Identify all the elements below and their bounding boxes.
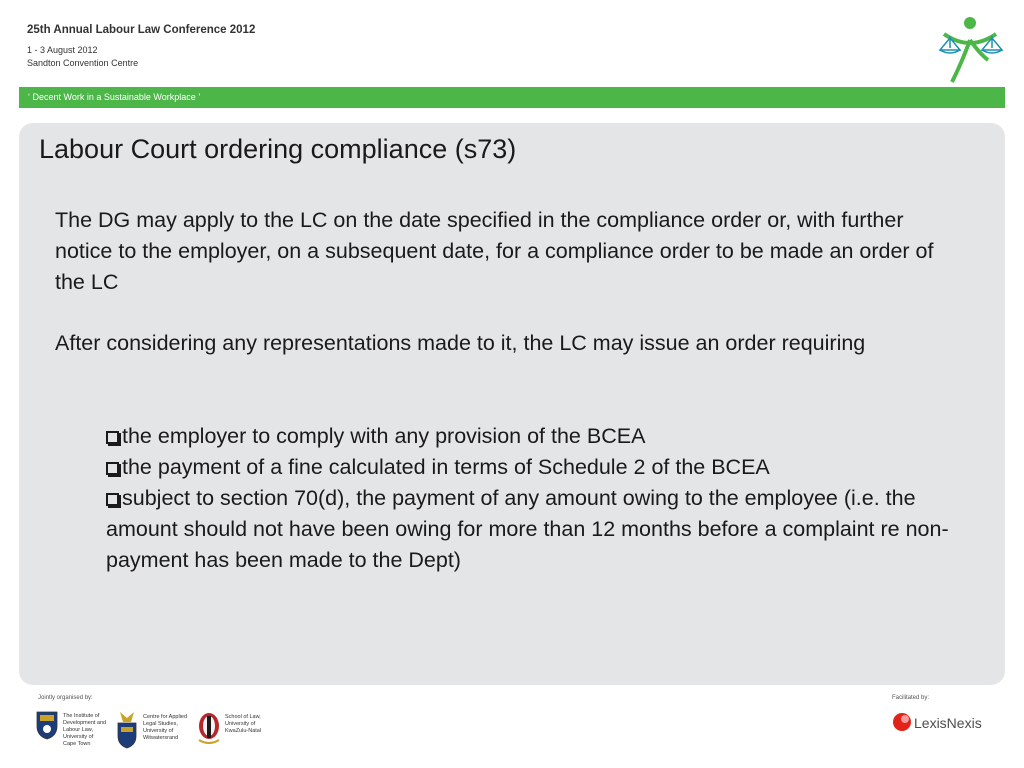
organiser-name: The Institute of Development and Labour Law, University of Cape Town: [63, 713, 107, 747]
checkbox-bullet-icon: [106, 493, 119, 506]
uct-crest-icon: [36, 710, 58, 740]
list-item-text: the employer to comply with any provision of the BCEA: [122, 424, 646, 448]
organiser-uct: [36, 710, 107, 747]
slide-header: [0, 0, 1024, 86]
order-requirements-list: [106, 421, 956, 576]
paragraph-application: The DG may apply to the LC on the date specified in the compliance order or, with further notice to the employer, on a subsequent date, for a compliance order to be made an order of the LC: [55, 208, 934, 294]
list-item: [106, 421, 956, 452]
tagline-bar: [19, 87, 1005, 108]
paragraph-order: After considering any representations made to it, the LC may issue an order requiring: [55, 331, 866, 355]
conference-title: 25th Annual Labour Law Conference 2012: [27, 24, 256, 36]
checkbox-bullet-icon: [106, 431, 119, 444]
list-item-text: subject to section 70(d), the payment of any amount owing to the employee (i.e. the amount should not have been owing for more than 12 months before a complaint re non-payment has been made to the Dept): [106, 486, 949, 572]
organiser-name: Centre for Applied Legal Studies, University of Witwatersrand: [143, 714, 188, 741]
checkbox-bullet-icon: [106, 462, 119, 475]
tagline-text: ‘ Decent Work in a Sustainable Workplace ’: [28, 92, 201, 102]
list-item-text: the payment of a fine calculated in terms of Schedule 2 of the BCEA: [122, 455, 770, 479]
ukzn-crest-icon: [196, 710, 222, 746]
conference-venue: Sandton Convention Centre: [27, 58, 139, 68]
wits-crest-icon: [116, 710, 138, 750]
organiser-wits: [116, 710, 188, 755]
scales-of-justice-figure-icon: [934, 14, 1006, 86]
lexisnexis-logo-icon: [892, 712, 912, 732]
facilitated-by-label: Facilitated by:: [892, 695, 930, 701]
organiser-ukzn: [196, 710, 262, 751]
list-item: [106, 483, 956, 576]
organiser-name: School of Law, University of KwaZulu-Natal: [225, 714, 262, 734]
organised-by-label: Jointly organised by:: [38, 695, 93, 701]
facilitator-name: LexisNexis: [914, 715, 982, 731]
conference-dates: 1 - 3 August 2012: [27, 45, 98, 55]
lexisnexis-logo: [892, 712, 982, 737]
list-item: [106, 452, 956, 483]
slide-title: Labour Court ordering compliance (s73): [39, 134, 517, 164]
